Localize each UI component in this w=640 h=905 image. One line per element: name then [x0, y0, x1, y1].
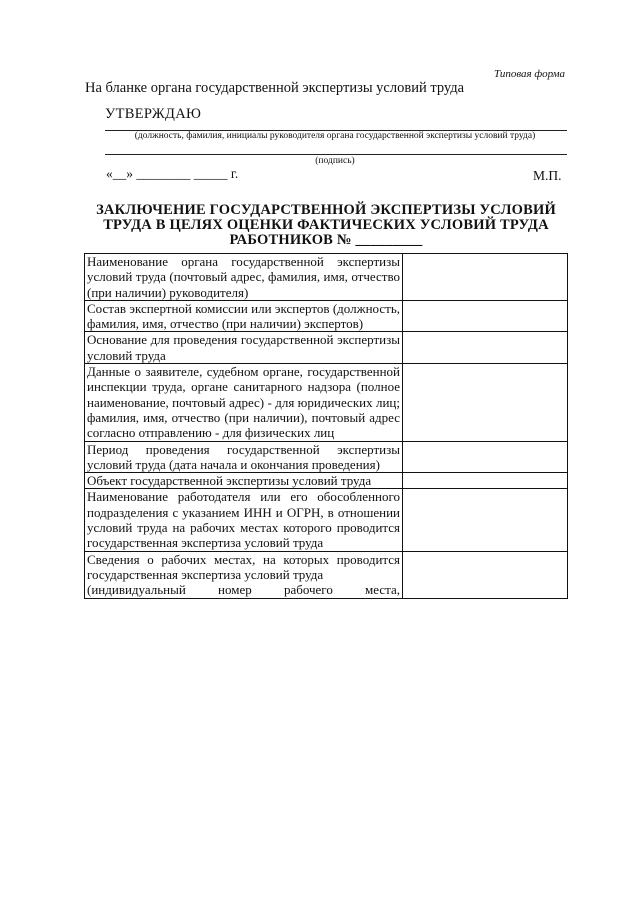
- row-value: [403, 551, 568, 598]
- letterhead-note: На бланке органа государственной экспертизы условий труда: [85, 80, 465, 96]
- expertise-table: [84, 253, 568, 599]
- table-row: [85, 551, 568, 598]
- position-caption: (должность, фамилия, инициалы руководителя органа государственной экспертизы условий труда): [134, 131, 536, 141]
- row-label: Период проведения государственной экспертизы условий труда (дата начала и окончания проведения): [85, 441, 403, 473]
- row-value: [403, 332, 568, 364]
- signature-caption: (подпись): [315, 156, 355, 166]
- document-title: ЗАКЛЮЧЕНИЕ ГОСУДАРСТВЕННОЙ ЭКСПЕРТИЗЫ УСЛОВИЙ ТРУДА В ЦЕЛЯХ ОЦЕНКИ ФАКТИЧЕСКИХ УСЛОВИЙ ТРУДА РАБОТНИКОВ № _________: [96, 202, 556, 248]
- row-label: Объект государственной экспертизы условий труда: [85, 473, 403, 489]
- row-value: [403, 489, 568, 551]
- row-label: Основание для проведения государственной экспертизы условий труда: [85, 332, 403, 364]
- row-label-cell: [85, 551, 403, 598]
- row-value: [403, 441, 568, 473]
- row-label: Наименование работодателя или его обособленного подразделения с указанием ИНН и ОГРН, в отношении условий труда на рабочих местах которого проводится государственная экспертиза условий труда: [85, 489, 403, 551]
- row-label: Сведения о рабочих местах, на которых проводится государственная экспертиза условий труда: [87, 551, 400, 582]
- row-label: Данные о заявителе, судебном органе, государственной инспекции труда, органе санитарного надзора (полное наименование, почтовый адрес) - для юридических лиц; фамилия, имя, отчество (при наличии), почтовый адрес согласно отправлению - для физических лиц: [85, 364, 403, 441]
- table-row: [85, 489, 568, 551]
- row-label: Наименование органа государственной экспертизы условий труда (почтовый адрес, фамилия, имя, отчество (при наличии) руководителя): [85, 254, 403, 301]
- table-row: [85, 473, 568, 489]
- approval-date: «__» ________ _____ г.: [106, 166, 239, 181]
- table-row: [85, 332, 568, 364]
- row-label-continuation: (индивидуальный номер рабочего места,: [87, 582, 400, 598]
- approval-heading: УТВЕРЖДАЮ: [105, 106, 202, 122]
- table-row: [85, 364, 568, 441]
- row-value: [403, 364, 568, 441]
- table-row: [85, 254, 568, 301]
- row-label: Состав экспертной комиссии или экспертов (должность, фамилия, имя, отчество (при наличии) экспертов): [85, 300, 403, 332]
- row-value: [403, 300, 568, 332]
- table-row: [85, 441, 568, 473]
- signature-line: [105, 154, 567, 155]
- row-value: [403, 473, 568, 489]
- table-row: [85, 300, 568, 332]
- stamp-place: М.П.: [533, 168, 562, 183]
- row-value: [403, 254, 568, 301]
- form-type-label: Типовая форма: [494, 68, 566, 80]
